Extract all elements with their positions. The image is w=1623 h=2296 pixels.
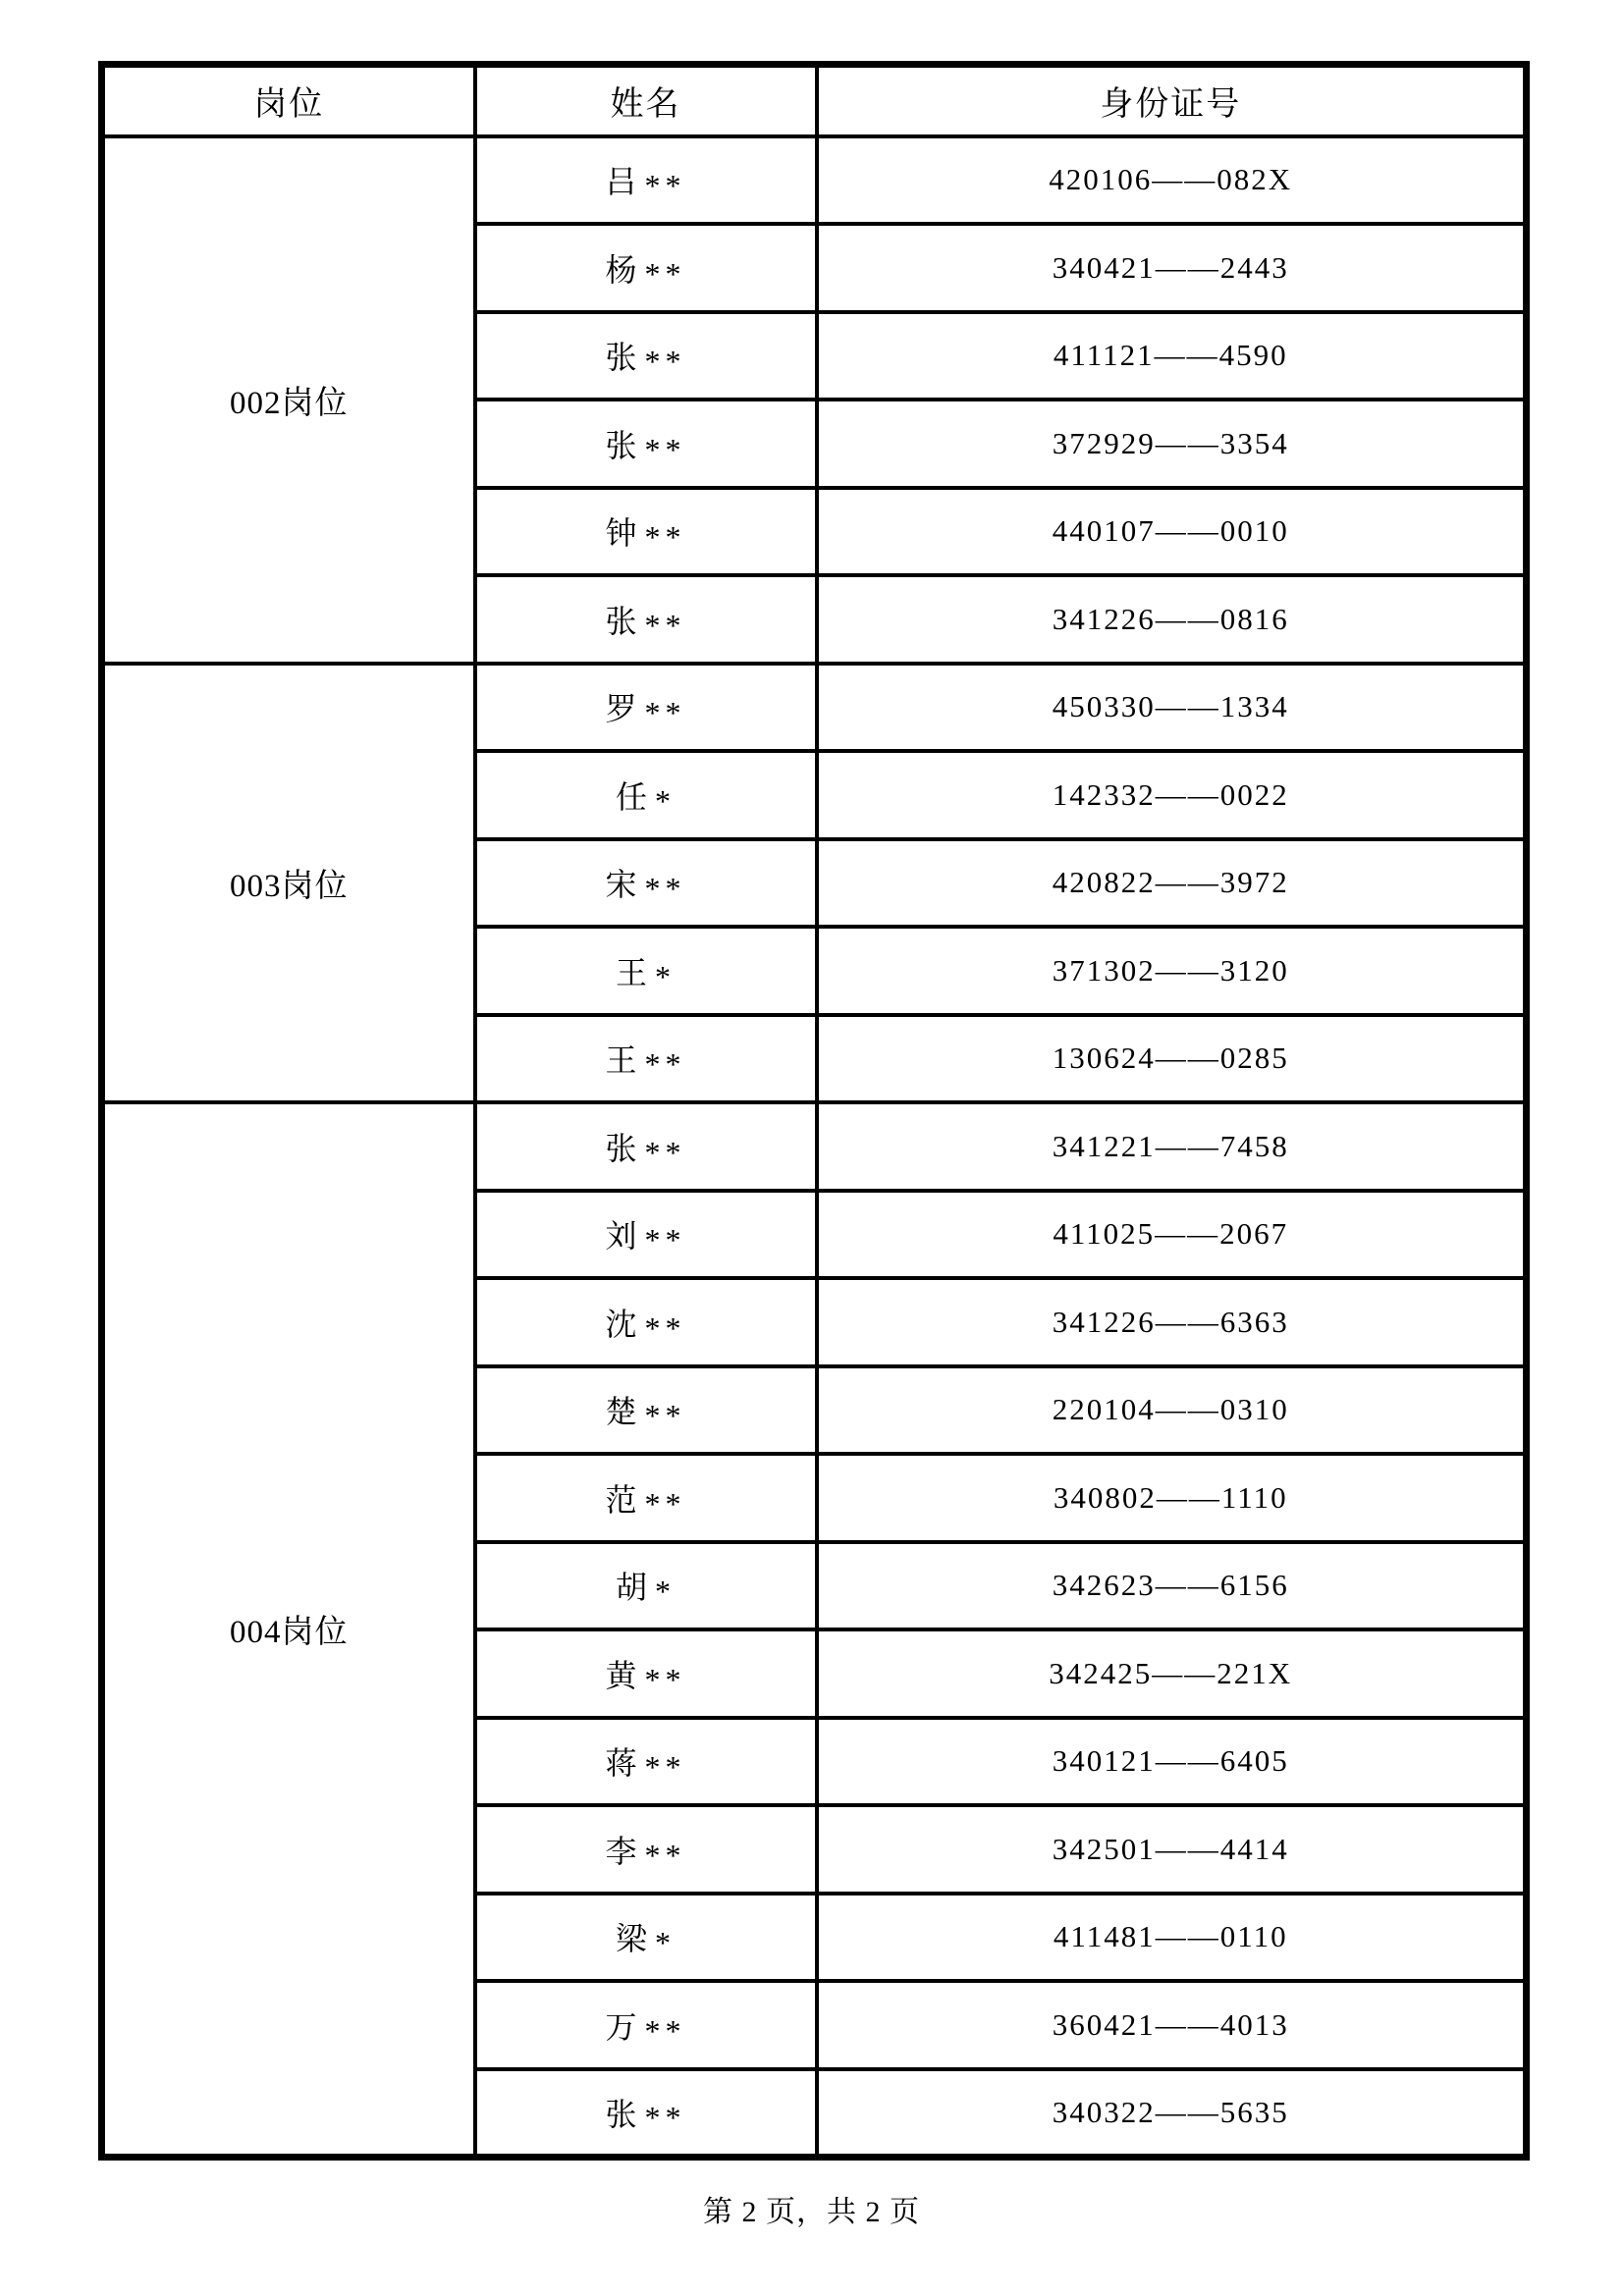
col-header-name: 姓名 xyxy=(475,65,817,136)
name-cell xyxy=(475,664,817,752)
name-mask-asterisks: ** xyxy=(644,1749,686,1786)
name-surname: 任 xyxy=(615,778,650,815)
name-surname: 吕 xyxy=(605,164,640,200)
name-cell xyxy=(475,751,817,839)
table-row xyxy=(102,1102,1527,1191)
table-body xyxy=(102,136,1527,2158)
name-surname: 楚 xyxy=(605,1394,640,1430)
table-row xyxy=(102,136,1527,225)
name-cell xyxy=(475,1278,817,1366)
name-cell xyxy=(475,1629,817,1718)
id-number-cell: 360421——4013 xyxy=(817,1981,1527,2069)
name-surname: 梁 xyxy=(615,1921,650,1957)
id-number-cell: 340802——1110 xyxy=(817,1454,1527,1542)
id-number-cell: 450330——1334 xyxy=(817,664,1527,752)
table-header xyxy=(102,65,1527,136)
id-number-cell: 142332——0022 xyxy=(817,751,1527,839)
id-number-cell: 411121——4590 xyxy=(817,312,1527,400)
name-surname: 张 xyxy=(605,603,640,639)
name-mask-asterisks: ** xyxy=(644,607,686,643)
name-cell xyxy=(475,1102,817,1191)
name-mask-asterisks: ** xyxy=(644,431,686,467)
id-number-cell: 341221——7458 xyxy=(817,1102,1527,1191)
id-number-cell: 440107——0010 xyxy=(817,488,1527,576)
name-surname: 王 xyxy=(615,954,650,990)
name-cell xyxy=(475,312,817,400)
name-surname: 杨 xyxy=(605,251,640,288)
name-surname: 钟 xyxy=(605,515,640,552)
name-mask-asterisks: ** xyxy=(644,344,686,380)
name-mask-asterisks: ** xyxy=(644,2012,686,2049)
name-cell xyxy=(475,400,817,488)
name-mask-asterisks: * xyxy=(655,958,676,994)
name-surname: 范 xyxy=(605,1481,640,1518)
name-cell xyxy=(475,2069,817,2158)
col-header-id-number: 身份证号 xyxy=(817,65,1527,136)
name-surname: 李 xyxy=(605,1833,640,1869)
name-cell xyxy=(475,1894,817,1982)
name-surname: 黄 xyxy=(605,1657,640,1693)
name-surname: 万 xyxy=(605,2008,640,2045)
name-mask-asterisks: ** xyxy=(644,1661,686,1697)
name-cell xyxy=(475,575,817,664)
name-mask-asterisks: ** xyxy=(644,519,686,556)
id-number-cell: 220104——0310 xyxy=(817,1366,1527,1455)
name-mask-asterisks: ** xyxy=(644,168,686,204)
name-surname: 胡 xyxy=(615,1570,650,1606)
id-number-cell: 340421——2443 xyxy=(817,224,1527,312)
id-number-cell: 420106——082X xyxy=(817,136,1527,225)
id-number-cell: 341226——0816 xyxy=(817,575,1527,664)
name-surname: 罗 xyxy=(605,691,640,727)
name-surname: 王 xyxy=(605,1042,640,1079)
name-cell xyxy=(475,1718,817,1806)
name-mask-asterisks: * xyxy=(655,1574,676,1610)
name-cell xyxy=(475,1454,817,1542)
name-cell xyxy=(475,1542,817,1630)
id-number-cell: 372929——3354 xyxy=(817,400,1527,488)
name-mask-asterisks: ** xyxy=(644,1837,686,1873)
name-cell xyxy=(475,136,817,225)
name-mask-asterisks: * xyxy=(655,1925,676,1961)
name-mask-asterisks: ** xyxy=(644,1222,686,1258)
name-cell xyxy=(475,839,817,928)
position-cell: 004岗位 xyxy=(102,1102,475,2157)
id-number-cell: 342501——4414 xyxy=(817,1805,1527,1894)
name-surname: 张 xyxy=(605,2096,640,2132)
header-row xyxy=(102,65,1527,136)
roster-table xyxy=(98,61,1530,2161)
name-mask-asterisks: ** xyxy=(644,871,686,907)
name-mask-asterisks: ** xyxy=(644,255,686,292)
id-number-cell: 411025——2067 xyxy=(817,1191,1527,1279)
name-mask-asterisks: * xyxy=(655,782,676,819)
id-number-cell: 411481——0110 xyxy=(817,1894,1527,1982)
name-cell xyxy=(475,1805,817,1894)
name-mask-asterisks: ** xyxy=(644,2100,686,2136)
id-number-cell: 130624——0285 xyxy=(817,1015,1527,1103)
name-cell xyxy=(475,927,817,1015)
col-header-position: 岗位 xyxy=(102,65,475,136)
name-mask-asterisks: ** xyxy=(644,1398,686,1434)
name-surname: 张 xyxy=(605,427,640,463)
name-cell xyxy=(475,488,817,576)
id-number-cell: 342425——221X xyxy=(817,1629,1527,1718)
id-number-cell: 340121——6405 xyxy=(817,1718,1527,1806)
position-cell: 003岗位 xyxy=(102,664,475,1103)
name-mask-asterisks: ** xyxy=(644,1485,686,1522)
name-surname: 刘 xyxy=(605,1218,640,1255)
name-cell xyxy=(475,1981,817,2069)
name-mask-asterisks: ** xyxy=(644,1046,686,1083)
name-surname: 宋 xyxy=(605,867,640,903)
table-row xyxy=(102,664,1527,752)
position-cell: 002岗位 xyxy=(102,136,475,664)
page-number-footer: 第 2 页，共 2 页 xyxy=(703,2196,920,2228)
name-mask-asterisks: ** xyxy=(644,1134,686,1170)
name-surname: 张 xyxy=(605,340,640,376)
name-cell xyxy=(475,1366,817,1455)
name-cell xyxy=(475,224,817,312)
name-surname: 蒋 xyxy=(605,1745,640,1782)
name-surname: 张 xyxy=(605,1130,640,1166)
name-cell xyxy=(475,1015,817,1103)
id-number-cell: 420822——3972 xyxy=(817,839,1527,928)
name-mask-asterisks: ** xyxy=(644,1309,686,1346)
name-surname: 沈 xyxy=(605,1306,640,1342)
id-number-cell: 371302——3120 xyxy=(817,927,1527,1015)
id-number-cell: 340322——5635 xyxy=(817,2069,1527,2158)
id-number-cell: 342623——6156 xyxy=(817,1542,1527,1630)
id-number-cell: 341226——6363 xyxy=(817,1278,1527,1366)
name-cell xyxy=(475,1191,817,1279)
name-mask-asterisks: ** xyxy=(644,695,686,731)
